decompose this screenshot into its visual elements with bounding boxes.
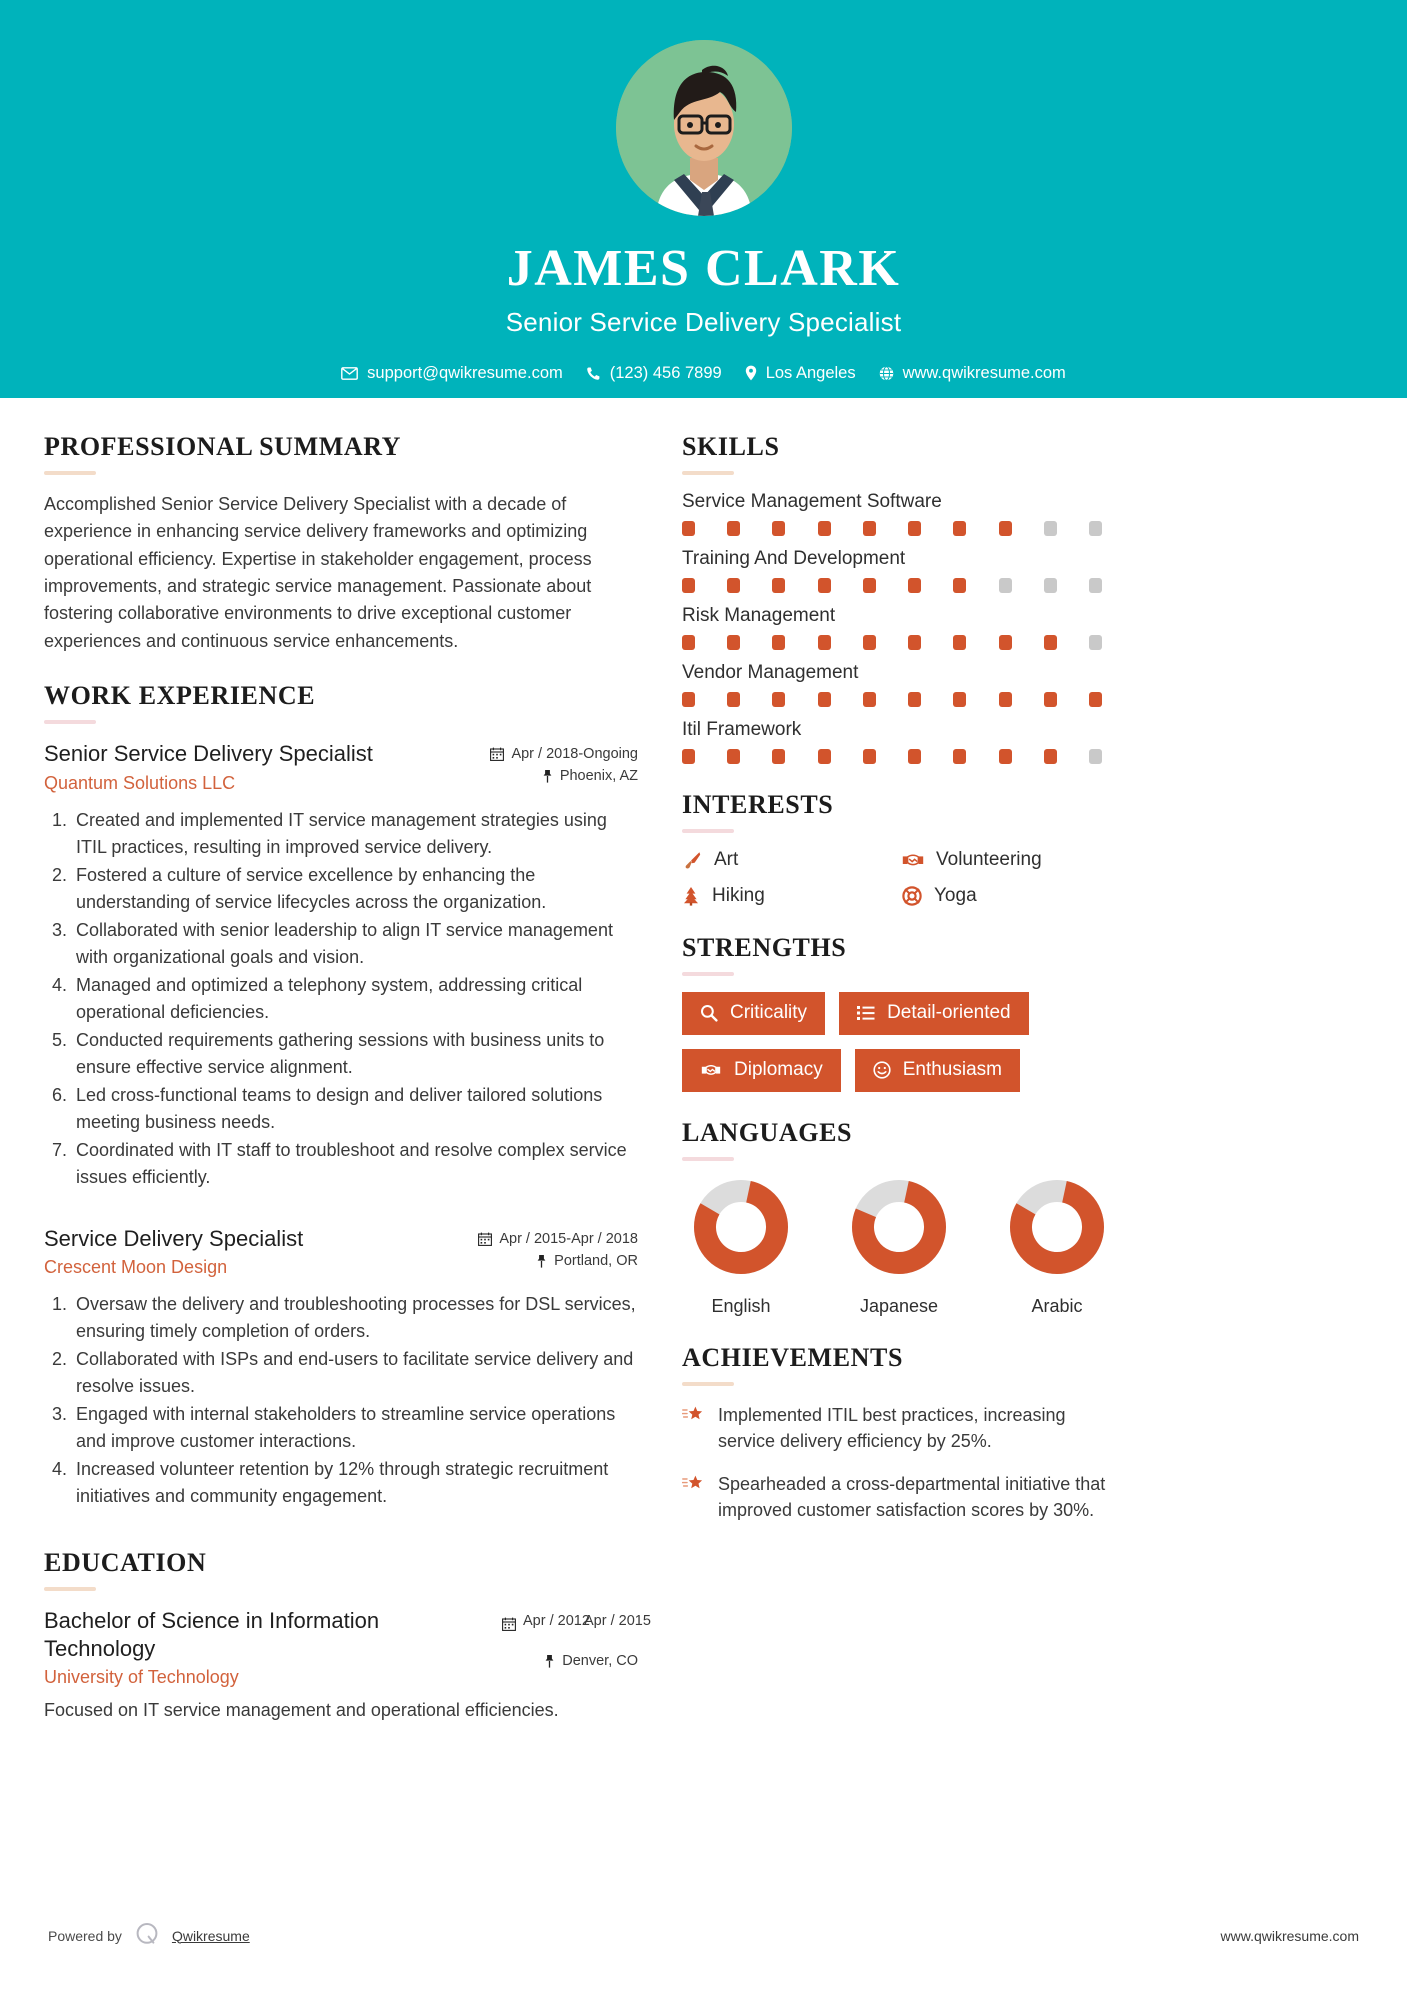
pin-icon <box>544 1654 555 1668</box>
achievement-text: Spearheaded a cross-departmental initiative that improved customer satisfaction scores by 30%. <box>718 1473 1106 1521</box>
footer-website: www.qwikresume.com <box>1220 1927 1359 1944</box>
skill-dot-empty <box>1089 521 1102 536</box>
section-heading-interests: INTERESTS <box>682 790 834 819</box>
experience-organization: Quantum Solutions LLC <box>44 772 236 793</box>
interest-label: Hiking <box>712 885 765 906</box>
skill-dot-filled <box>863 749 876 764</box>
skill-dot-filled <box>953 578 966 593</box>
list-item: 6. Led cross-functional teams to design and deliver tailored solutions meeting business needs. <box>72 1082 638 1136</box>
experience-dates-value: Apr / 2018-Ongoing <box>511 746 638 763</box>
skill-dot-filled <box>953 692 966 707</box>
avatar-photo-icon <box>616 40 792 216</box>
section-rule <box>44 1587 96 1591</box>
skill-dot-empty <box>1089 749 1102 764</box>
avatar <box>616 40 792 216</box>
experience-role: Senior Service Delivery Specialist <box>44 741 373 767</box>
contact-website[interactable] <box>874 364 1071 383</box>
education-location <box>502 1653 638 1669</box>
skills-list <box>682 491 1312 764</box>
education-location-value: Denver, CO <box>562 1652 638 1669</box>
interest-volunteering <box>902 849 1112 871</box>
qwikresume-link[interactable]: Qwikresume <box>171 1927 250 1944</box>
experience-entry <box>44 1225 638 1511</box>
skill-dot-filled <box>727 692 740 707</box>
skill-name: Vendor Management <box>682 662 859 683</box>
footer-branding <box>48 1921 250 1950</box>
skill-dot-empty <box>1089 578 1102 593</box>
strength-label: Enthusiasm <box>902 1058 1002 1080</box>
pin-icon <box>542 769 553 783</box>
magnifier-icon <box>700 1004 718 1022</box>
interest-yoga <box>902 885 1112 907</box>
globe-icon <box>879 366 894 381</box>
right-column <box>682 432 1312 1747</box>
section-heading-languages: LANGUAGES <box>682 1117 853 1147</box>
contact-phone[interactable] <box>581 364 727 383</box>
strength-label: Detail-oriented <box>887 1002 1011 1023</box>
skill-name: Training And Development <box>682 548 906 569</box>
language-donut-chart <box>691 1177 791 1277</box>
experience-location-value: Phoenix, AZ <box>559 768 638 785</box>
pin-icon <box>536 1254 547 1268</box>
section-heading-experience: WORK EXPERIENCE <box>44 681 316 711</box>
page-footer <box>0 1921 1407 1950</box>
skill-name: Risk Management <box>682 605 836 626</box>
list-item: 3. Collaborated with senior leadership to align IT service management with organizational goals and vision. <box>72 917 638 971</box>
experience-meta <box>478 1225 638 1275</box>
education-start-date: Apr / 2012 <box>523 1613 590 1630</box>
experience-dates-value: Apr / 2015-Apr / 2018 <box>499 1230 638 1247</box>
interest-hiking <box>682 885 892 907</box>
lifebuoy-icon <box>902 886 922 906</box>
skill-level-meter <box>682 692 1102 707</box>
skill-dot-filled <box>682 749 695 764</box>
list-item: 5. Conducted requirements gathering sessions with business units to ensure effective service alignment. <box>72 1027 638 1081</box>
calendar-icon <box>478 1232 492 1246</box>
experience-location-value: Portland, OR <box>554 1252 638 1269</box>
section-rule <box>682 972 734 976</box>
skill-dot-filled <box>772 749 785 764</box>
language-item <box>844 1177 954 1317</box>
strength-tag-diplomacy[interactable] <box>682 1049 841 1092</box>
experience-bullets <box>44 807 638 1191</box>
skill-dot-filled <box>999 749 1012 764</box>
section-heading-achievements: ACHIEVEMENTS <box>682 1342 904 1372</box>
skill-dot-empty <box>1089 635 1102 650</box>
skill-dot-filled <box>772 578 785 593</box>
skill-row <box>682 491 1312 536</box>
page-title: JAMES CLARK <box>506 240 901 297</box>
experience-organization: Crescent Moon Design <box>44 1257 228 1278</box>
skill-dot-filled <box>1044 749 1057 764</box>
skill-dot-filled <box>727 521 740 536</box>
list-item: 1. Created and implemented IT service management strategies using ITIL practices, resulting in improved service delivery. <box>72 807 638 861</box>
strengths-tags <box>682 992 1122 1092</box>
experience-location <box>478 1253 638 1269</box>
envelope-icon <box>341 367 358 380</box>
skill-dot-filled <box>1044 692 1057 707</box>
skill-name: Itil Framework <box>682 719 802 740</box>
skill-dot-empty <box>999 578 1012 593</box>
interest-label: Volunteering <box>936 849 1042 870</box>
skill-dot-empty <box>1044 521 1057 536</box>
section-rule <box>682 471 734 475</box>
list-item: 4. Increased volunteer retention by 12% through strategic recruitment initiatives and community engagement. <box>72 1456 638 1510</box>
language-item <box>686 1177 796 1317</box>
interest-label: Art <box>714 849 739 870</box>
section-heading-summary: PROFESSIONAL SUMMARY <box>44 432 402 461</box>
contact-location-value: Los Angeles <box>765 363 856 382</box>
skill-dot-filled <box>818 578 831 593</box>
skill-dot-filled <box>953 749 966 764</box>
section-heading-skills: SKILLS <box>682 432 780 461</box>
experience-location <box>490 768 638 784</box>
skill-level-meter <box>682 521 1102 536</box>
section-professional-summary <box>44 432 638 655</box>
skill-name: Service Management Software <box>682 491 942 512</box>
skill-dot-filled <box>1089 692 1102 707</box>
skill-level-meter <box>682 749 1102 764</box>
section-rule <box>682 1157 734 1161</box>
left-column <box>44 432 651 1747</box>
skill-dot-filled <box>1044 635 1057 650</box>
skill-dot-filled <box>908 578 921 593</box>
skill-dot-filled <box>908 692 921 707</box>
strength-tag-criticality[interactable] <box>682 992 825 1035</box>
achievement-item <box>682 1402 1312 1455</box>
skill-dot-filled <box>772 635 785 650</box>
experience-bullets <box>44 1291 638 1510</box>
skill-level-meter <box>682 635 1102 650</box>
interests-grid <box>682 849 1112 907</box>
star-badge-icon <box>682 1471 704 1494</box>
star-badge-icon <box>682 1402 704 1425</box>
language-label: English <box>711 1295 771 1316</box>
section-rule <box>44 720 96 724</box>
languages-list <box>682 1177 1312 1317</box>
skill-dot-filled <box>908 521 921 536</box>
section-heading-strengths: STRENGTHS <box>682 933 847 962</box>
tree-icon <box>682 886 700 906</box>
experience-meta <box>490 740 638 790</box>
language-label: Arabic <box>1031 1295 1083 1316</box>
education-school: University of Technology <box>44 1667 239 1688</box>
section-education <box>44 1548 651 1721</box>
interest-label: Yoga <box>934 885 977 906</box>
skill-dot-filled <box>682 692 695 707</box>
powered-by-label: Powered by <box>48 1927 122 1944</box>
skill-dot-filled <box>727 635 740 650</box>
skill-row <box>682 548 1312 593</box>
contact-email[interactable] <box>336 364 568 383</box>
skill-dot-filled <box>818 749 831 764</box>
section-languages <box>682 1118 1312 1317</box>
contact-email-value: support@qwikresume.com <box>367 363 563 382</box>
section-work-experience <box>44 681 638 1510</box>
section-skills <box>682 432 1312 764</box>
contact-row <box>0 364 1407 383</box>
skill-dot-filled <box>772 521 785 536</box>
calendar-icon <box>490 747 504 761</box>
skill-level-meter <box>682 578 1102 593</box>
education-meta <box>502 1607 651 1674</box>
strength-tag-enthusiasm[interactable] <box>855 1049 1020 1092</box>
skill-dot-filled <box>682 521 695 536</box>
skill-dot-filled <box>908 635 921 650</box>
list-item: 4. Managed and optimized a telephony system, addressing critical operational deficiencies. <box>72 972 638 1026</box>
list-icon <box>857 1005 875 1021</box>
experience-entry <box>44 740 638 1191</box>
skill-dot-filled <box>772 692 785 707</box>
handshake-icon <box>902 850 924 870</box>
achievement-text: Implemented ITIL best practices, increasing service delivery efficiency by 25%. <box>718 1404 1066 1452</box>
interest-art <box>682 849 892 871</box>
education-note: Focused on IT service management and operational efficiencies. <box>44 1700 559 1721</box>
contact-location <box>740 364 861 383</box>
summary-text: Accomplished Senior Service Delivery Specialist with a decade of experience in enhancing service delivery frameworks and optimizing operational efficiency. Expertise in stakeholder engagement, process improvements, and strategic service management. Passionate about fostering collaborative environments to drive exceptional customer experiences and continuous service enhancements. <box>44 494 592 651</box>
skill-dot-filled <box>863 521 876 536</box>
skill-dot-filled <box>682 578 695 593</box>
list-item: 1. Oversaw the delivery and troubleshooting processes for DSL services, ensuring timely completion of orders. <box>72 1291 638 1345</box>
skill-dot-filled <box>863 635 876 650</box>
experience-dates <box>478 1231 638 1247</box>
language-item <box>1002 1177 1112 1317</box>
achievement-item <box>682 1471 1312 1524</box>
qwikresume-logo-icon <box>134 1921 160 1950</box>
list-item: 2. Fostered a culture of service excellence by enhancing the understanding of service lifecycles across the organization. <box>72 862 638 916</box>
skill-dot-filled <box>727 749 740 764</box>
language-label: Japanese <box>859 1295 939 1316</box>
strength-tag-detail-oriented[interactable] <box>839 992 1029 1035</box>
language-donut-chart <box>849 1177 949 1277</box>
skill-dot-filled <box>682 635 695 650</box>
handshake-icon <box>700 1061 722 1079</box>
calendar-icon <box>502 1613 516 1636</box>
list-item: 2. Collaborated with ISPs and end-users to facilitate service delivery and resolve issues. <box>72 1346 638 1400</box>
paintbrush-icon <box>682 850 702 870</box>
phone-icon <box>586 366 601 381</box>
skill-row <box>682 605 1312 650</box>
skill-dot-filled <box>863 578 876 593</box>
skill-row <box>682 719 1312 764</box>
list-item: 7. Coordinated with IT staff to troubleshoot and resolve complex service issues efficiently. <box>72 1137 638 1191</box>
section-interests <box>682 790 1312 907</box>
list-item: 3. Engaged with internal stakeholders to streamline service operations and improve customer interactions. <box>72 1401 638 1455</box>
section-rule <box>682 1382 734 1386</box>
map-pin-icon <box>745 365 757 381</box>
job-title: Senior Service Delivery Specialist <box>505 306 902 337</box>
skill-dot-filled <box>727 578 740 593</box>
experience-dates <box>490 746 638 762</box>
section-rule <box>682 829 734 833</box>
strength-label: Diplomacy <box>734 1058 823 1080</box>
skill-dot-empty <box>1044 578 1057 593</box>
skill-dot-filled <box>953 635 966 650</box>
skill-dot-filled <box>818 521 831 536</box>
resume-header <box>0 0 1407 398</box>
language-donut-chart <box>1007 1177 1107 1277</box>
skill-dot-filled <box>863 692 876 707</box>
skill-dot-filled <box>999 521 1012 536</box>
strength-label: Criticality <box>730 1002 808 1023</box>
resume-body <box>0 398 1407 1747</box>
education-degree: Bachelor of Science in Information Technology <box>44 1608 380 1661</box>
skill-row <box>682 662 1312 707</box>
skill-dot-filled <box>818 692 831 707</box>
skill-dot-filled <box>999 692 1012 707</box>
contact-phone-value: (123) 456 7899 <box>609 363 722 382</box>
skill-dot-filled <box>999 635 1012 650</box>
experience-role: Service Delivery Specialist <box>44 1225 304 1251</box>
education-end-date: Apr / 2015 <box>584 1613 651 1630</box>
skill-dot-filled <box>953 521 966 536</box>
education-dates <box>502 1613 651 1636</box>
smiley-icon <box>873 1061 891 1079</box>
section-achievements <box>682 1343 1312 1525</box>
section-strengths <box>682 933 1312 1092</box>
skill-dot-filled <box>818 635 831 650</box>
skill-dot-filled <box>908 749 921 764</box>
section-heading-education: EDUCATION <box>44 1548 207 1578</box>
contact-website-value: www.qwikresume.com <box>902 363 1066 382</box>
section-rule <box>44 471 96 475</box>
